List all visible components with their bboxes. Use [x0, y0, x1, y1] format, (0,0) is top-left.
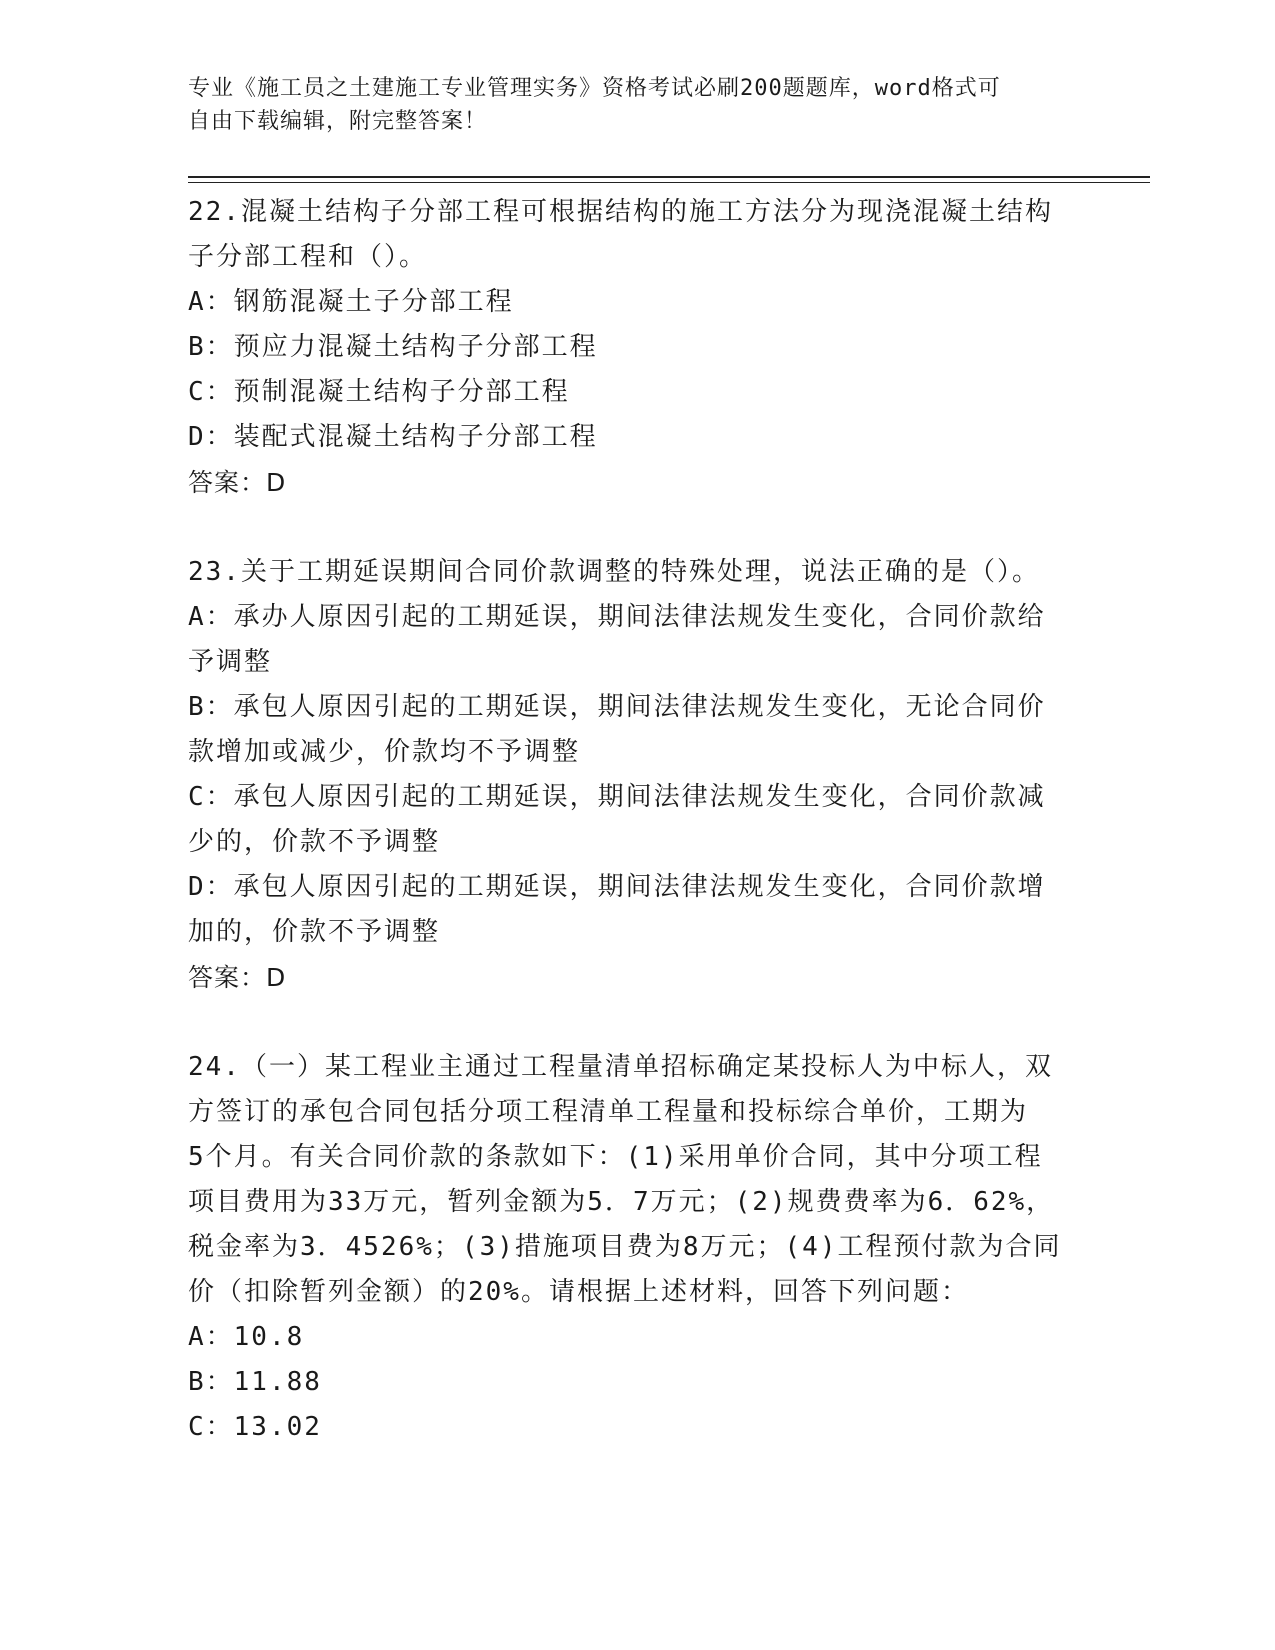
header-rule-thick	[188, 176, 1150, 178]
question-text-line: 方签订的承包合同包括分项工程清单工程量和投标综合单价，工期为	[188, 1097, 1029, 1127]
answer-line: 答案：D	[188, 963, 287, 992]
question-list	[188, 190, 1088, 1450]
question-text-line: 22.混凝土结构子分部工程可根据结构的施工方法分为现浇混凝土结构	[188, 197, 1053, 227]
question-spacer	[188, 1000, 1088, 1045]
header-rule-thin	[188, 182, 1150, 183]
option-c: C：13.02	[188, 1412, 322, 1442]
question-text-line: 23.关于工期延误期间合同价款调整的特殊处理，说法正确的是（）。	[188, 557, 1040, 587]
option-a: A：承办人原因引起的工期延误，期间法律法规发生变化，合同价款给	[188, 602, 1046, 632]
option-c-continued: 少的，价款不予调整	[188, 827, 441, 857]
header-line-1: 专业《施工员之土建施工专业管理实务》资格考试必刷200题题库，word格式可	[188, 76, 1001, 101]
question-23	[188, 550, 1088, 1000]
option-c: C：预制混凝土结构子分部工程	[188, 377, 570, 407]
question-text-line: 价（扣除暂列金额）的20%。请根据上述材料，回答下列问题：	[188, 1277, 969, 1307]
option-a: A：10.8	[188, 1322, 305, 1352]
answer-line: 答案：D	[188, 468, 287, 497]
option-c: C：承包人原因引起的工期延误，期间法律法规发生变化，合同价款减	[188, 782, 1046, 812]
question-text-line: 税金率为3．4526%；(3)措施项目费为8万元；(4)工程预付款为合同	[188, 1232, 1062, 1262]
header-line-2: 自由下载编辑，附完整答案！	[188, 109, 488, 134]
option-d: D：承包人原因引起的工期延误，期间法律法规发生变化，合同价款增	[188, 872, 1046, 902]
option-b: B：承包人原因引起的工期延误，期间法律法规发生变化，无论合同价	[188, 692, 1046, 722]
question-text-line: 子分部工程和（）。	[188, 242, 428, 272]
question-text-line: 项目费用为33万元，暂列金额为5．7万元；(2)规费费率为6．62%，	[188, 1187, 1055, 1217]
option-b: B：预应力混凝土结构子分部工程	[188, 332, 598, 362]
question-text-line: 24.（一）某工程业主通过工程量清单招标确定某投标人为中标人，双	[188, 1052, 1053, 1082]
option-a-continued: 予调整	[188, 647, 273, 677]
document-header	[188, 72, 1088, 138]
question-24	[188, 1045, 1088, 1450]
question-text-line: 5个月。有关合同价款的条款如下：(1)采用单价合同，其中分项工程	[188, 1142, 1043, 1172]
option-b: B：11.88	[188, 1367, 322, 1397]
option-d: D：装配式混凝土结构子分部工程	[188, 422, 598, 452]
option-b-continued: 款增加或减少，价款均不予调整	[188, 737, 581, 767]
option-d-continued: 加的，价款不予调整	[188, 917, 441, 947]
question-spacer	[188, 505, 1088, 550]
question-22	[188, 190, 1088, 505]
option-a: A：钢筋混凝土子分部工程	[188, 287, 514, 317]
